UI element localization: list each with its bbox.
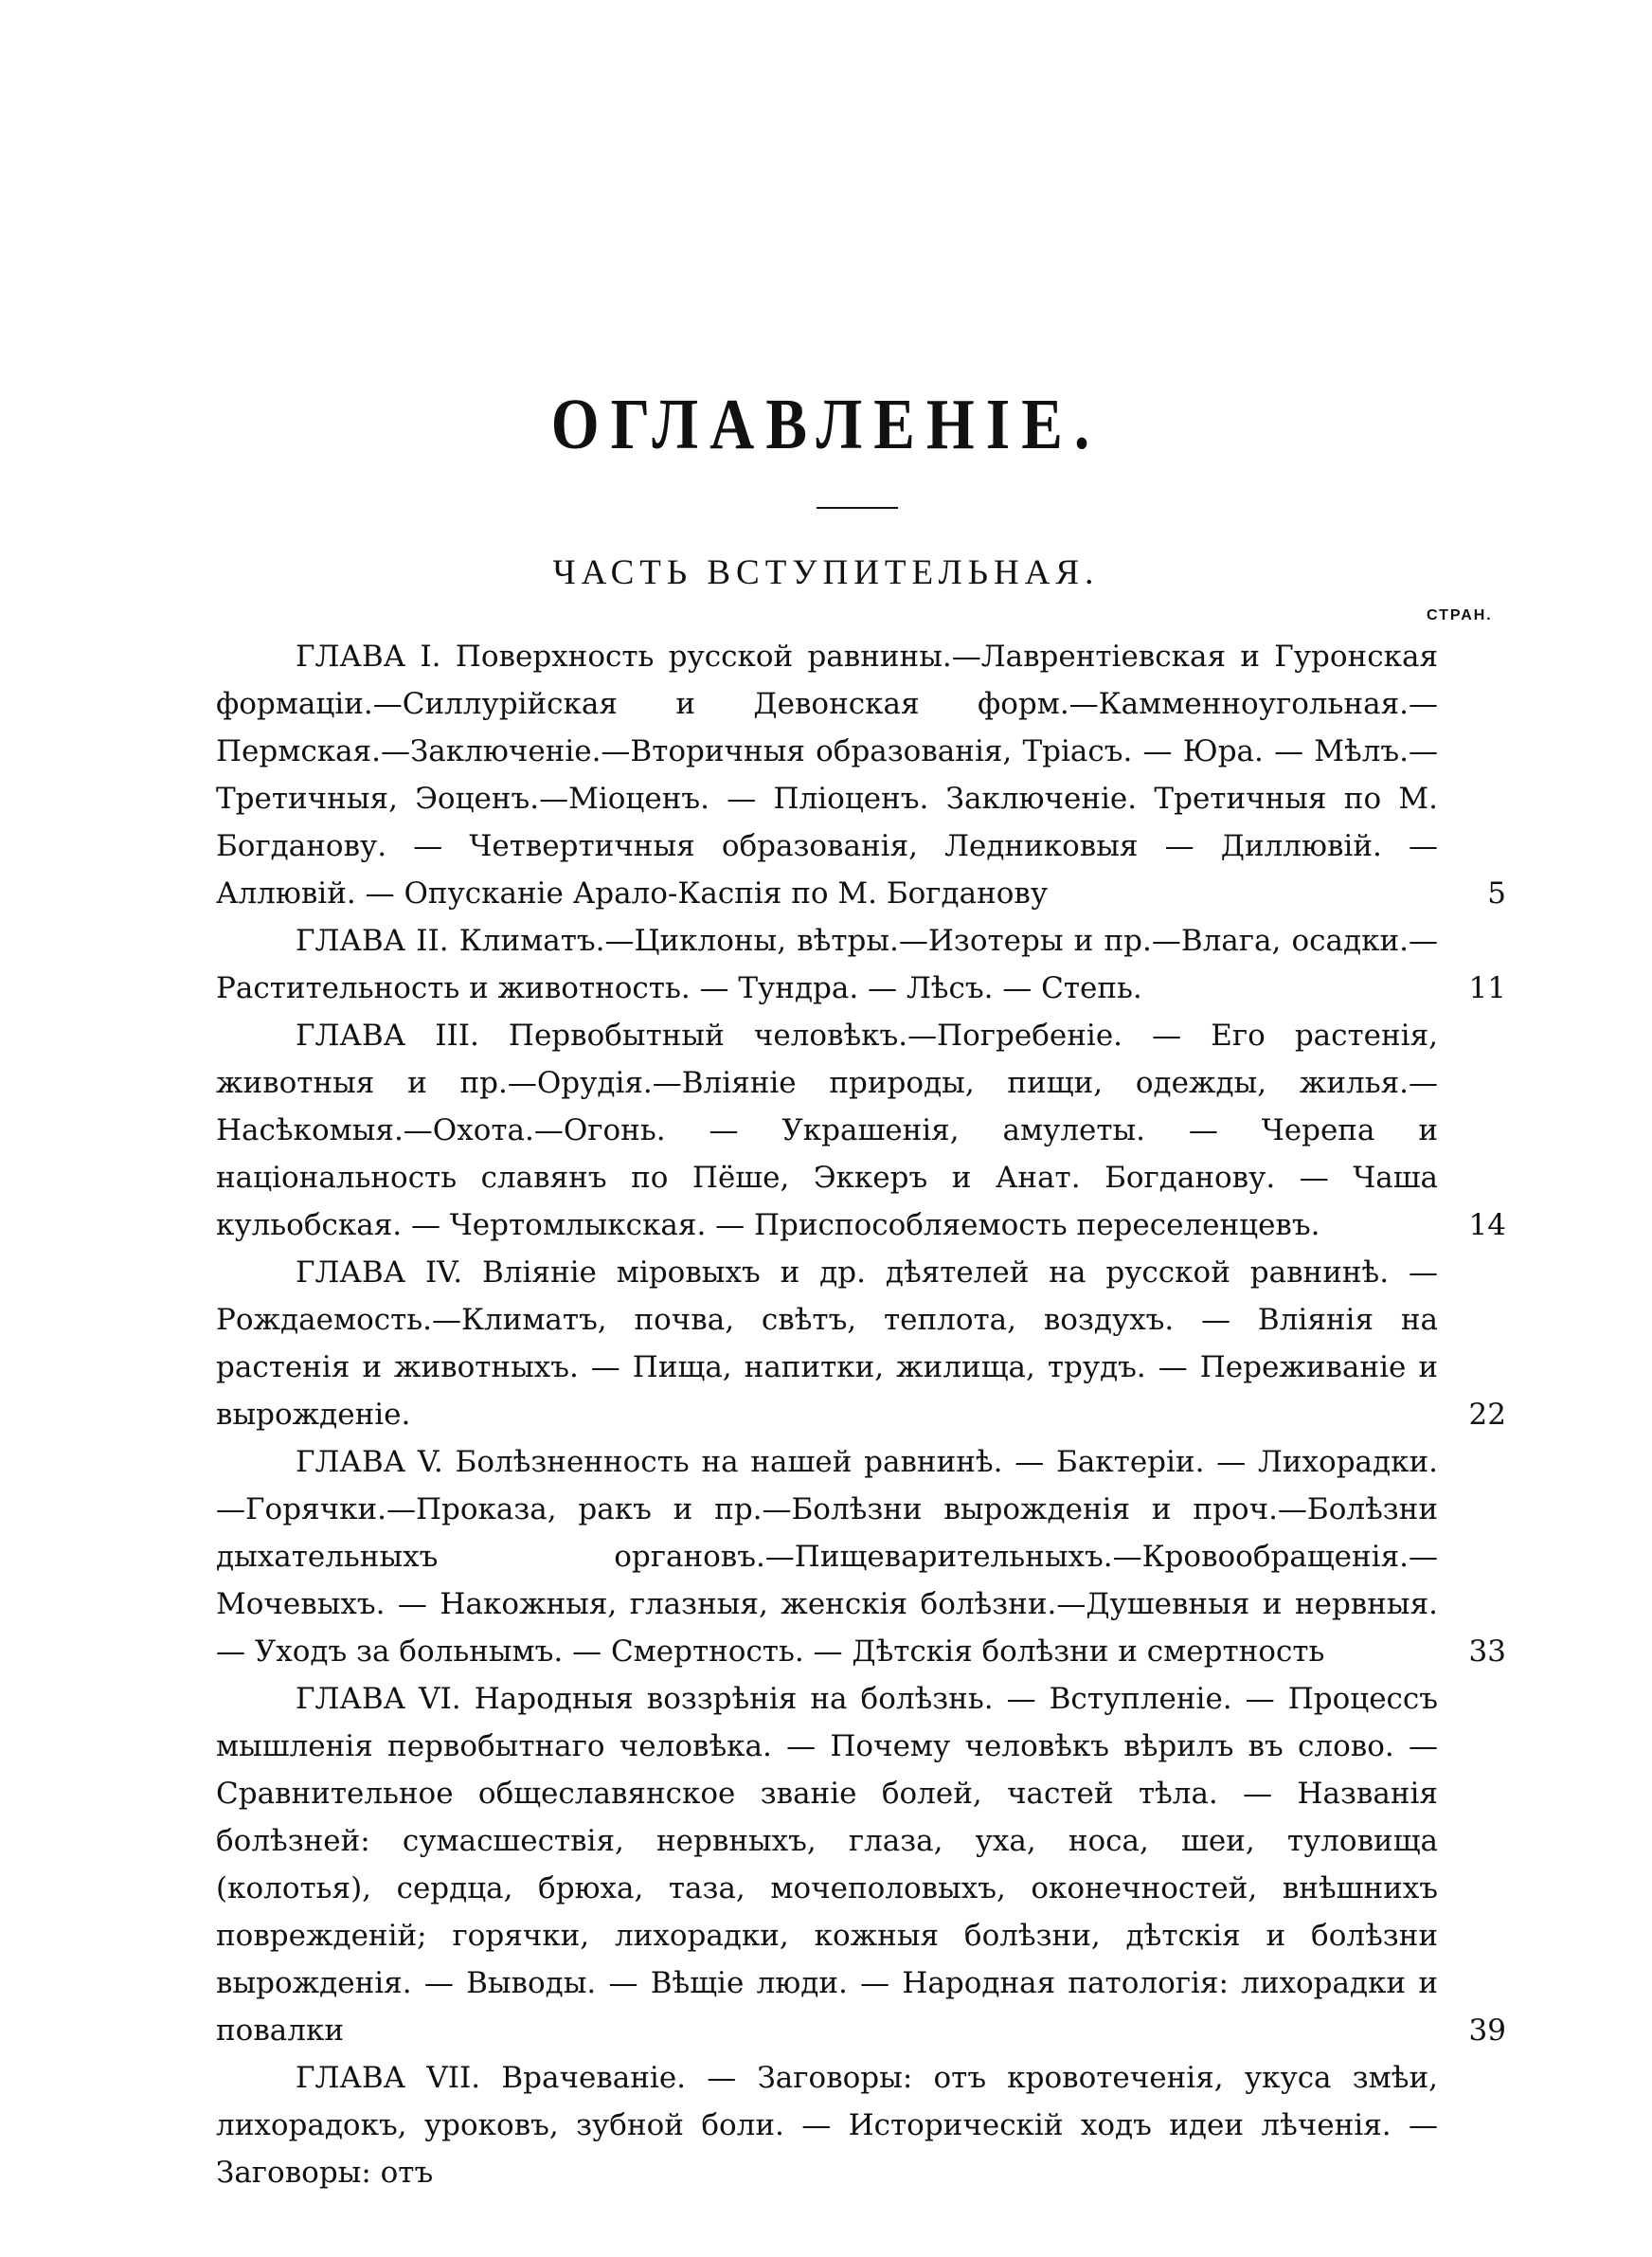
page-number: 33 — [1468, 1634, 1506, 1669]
chapter-label: ГЛАВА VII. — [296, 2061, 481, 2095]
page-number: 11 — [1468, 971, 1506, 1005]
chapter-description: Болѣзненность на нашей равнинѣ. — Бактеріи. — Лихорадки.—Горячки.—Проказа, ракъ и пр.—Болѣзни вырожденія и проч.—Болѣзни дыхательныхъ органовъ.—Пищеварительныхъ.—Кровообращенія.—Мочевыхъ. — Накожныя, глазныя, женскія болѣзни.—Душевныя и нервныя. — Уходъ за больнымъ. — Смертность. — Дѣтскія болѣзни и смертность — [216, 1445, 1439, 1669]
chapter-label: ГЛАВА I. — [296, 640, 441, 674]
part-heading: ЧАСТЬ ВСТУПИТЕЛЬНАЯ. — [552, 553, 1100, 592]
toc-entry-text — [216, 1438, 1438, 1675]
page-number: 14 — [1468, 1208, 1506, 1242]
chapter-description: Поверхность русской равнины.—Лаврентіевская и Гуронская формаціи.—Силлурійская и Девонская форм.—Камменноугольная.—Пермская.—Заключеніе.—Вторичныя образованія, Тріасъ. — Юра. — Мѣлъ.—Третичныя, Эоценъ.—Міоценъ. — Пліоценъ. Заключеніе. Третичныя по М. Богданову. — Четвертичныя образованія, Ледниковыя — Диллювій. — Аллювій. — Опусканіе Арало-Каспія по М. Богданову — [216, 640, 1438, 911]
title-divider — [817, 507, 898, 509]
toc-entry-text — [216, 1012, 1438, 1249]
toc-entry-text — [216, 1249, 1438, 1438]
toc-entry-text — [216, 917, 1438, 1012]
chapter-label: ГЛАВА VI. — [296, 1682, 461, 1716]
page-number: 39 — [1468, 2013, 1506, 2048]
toc-entry — [216, 1012, 1506, 1249]
toc-entry-text — [216, 1675, 1438, 2054]
chapter-description: Врачеваніе. — Заговоры: отъ кровотеченія, укуса змѣи, лихорадокъ, уроковъ, зубной боли. — Историческій ходъ идеи лѣченія. — Заговоры: отъ — [216, 2061, 1439, 2190]
toc-entry — [216, 1438, 1506, 1675]
chapter-label: ГЛАВА III. — [296, 1019, 479, 1053]
toc-entry — [216, 2054, 1506, 2196]
toc-entry — [216, 1675, 1506, 2054]
toc-entry-text — [216, 2054, 1438, 2196]
toc-entries — [216, 633, 1506, 2196]
toc-entry — [216, 917, 1506, 1012]
chapter-description: Первобытный человѣкъ.—Погребеніе. — Его растенія, животныя и пр.—Орудія.—Вліяніе природы, пищи, одежды, жилья.—Насѣкомыя.—Охота.—Огонь. — Украшенія, амулеты. — Черепа и національность славянъ по Пёше, Эккеръ и Анат. Богданову. — Чаша кульобская. — Чертомлыкская. — Приспособляемость переселенцевъ. — [216, 1019, 1438, 1242]
chapter-label: ГЛАВА II. — [296, 924, 449, 958]
toc-entry-text — [216, 633, 1438, 917]
page-number: 22 — [1468, 1398, 1506, 1432]
chapter-description: Климатъ.—Циклоны, вѣтры.—Изотеры и пр.—Влага, осадки.—Растительность и животность. — Тундра. — Лѣсъ. — Степь. — [216, 924, 1438, 1005]
page-number: 5 — [1487, 876, 1506, 911]
chapter-description: Вліяніе міровыхъ и др. дѣятелей на русской равнинѣ. — Рождаемость.—Климатъ, почва, свѣтъ, теплота, воздухъ. — Вліянія на растенія и животныхъ. — Пища, напитки, жилища, трудъ. — Переживаніе и вырожденіе. — [216, 1255, 1438, 1432]
page-title: ОГЛАВЛЕНІЕ. — [550, 385, 1102, 464]
chapter-label: ГЛАВА IV. — [296, 1255, 463, 1290]
toc-entry — [216, 1249, 1506, 1438]
toc-entry — [216, 633, 1506, 917]
chapter-description: Народныя воззрѣнія на болѣзнь. — Вступленіе. — Процессъ мышленія первобытнаго человѣка. — Почему человѣкъ вѣрилъ въ слово. — Сравнительное общеславянское званіе болей, частей тѣла. — Названія болѣзней: сумасшествія, нервныхъ, глаза, уха, носа, шеи, туловища (колотья), сердца, брюха, таза, мочеполовыхъ, оконечностей, внѣшнихъ поврежденій; горячки, лихорадки, кожныя болѣзни, дѣтскія и болѣзни вырожденія. — Выводы. — Вѣщіе люди. — Народная патологія: лихорадки и повалки — [216, 1682, 1438, 2048]
page-column-label: СТРАН. — [1427, 607, 1493, 623]
chapter-label: ГЛАВА V. — [296, 1445, 443, 1479]
